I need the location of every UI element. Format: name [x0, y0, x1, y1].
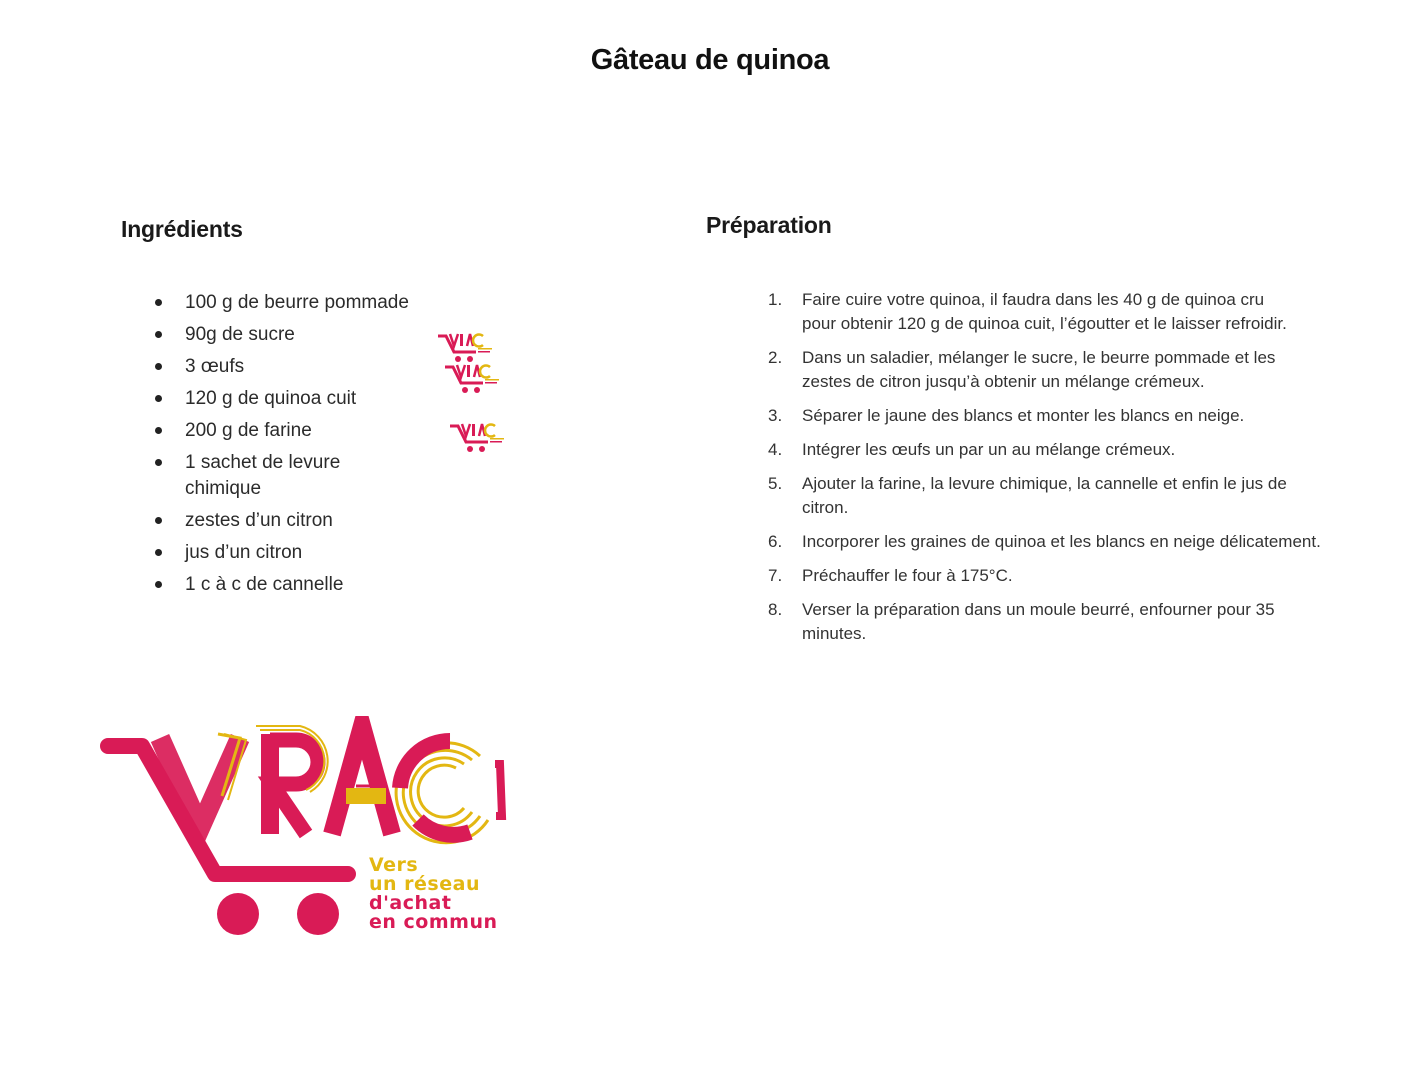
- tagline-line: d'achat: [369, 892, 452, 914]
- step-text: Ajouter la farine, la levure chimique, la cannelle et enfin le jus de citron.: [802, 474, 1287, 517]
- list-item: 3 œufs: [150, 354, 450, 380]
- tagline-line: un réseau: [369, 873, 480, 895]
- step-number: 2.: [768, 348, 783, 367]
- logo-tagline: [369, 856, 498, 932]
- list-item: 1 c à c de cannelle: [150, 572, 450, 598]
- step-number: 6.: [768, 532, 783, 551]
- step-text: Préchauffer le four à 175°C.: [802, 566, 1013, 585]
- list-item: 90g de sucre: [150, 322, 450, 348]
- step-text: Verser la préparation dans un moule beurré, enfourner pour 35 minutes.: [802, 600, 1275, 643]
- preparation-steps: [768, 288, 1328, 656]
- page-title: Gâteau de quinoa: [590, 44, 830, 76]
- list-item: 200 g de farine: [150, 418, 450, 444]
- list-item: [768, 288, 1292, 336]
- vrac-mini-logo-icon: [443, 361, 503, 395]
- step-number: 3.: [768, 406, 783, 425]
- list-item: [768, 346, 1328, 394]
- preparation-heading: Préparation: [706, 212, 832, 238]
- list-item: [768, 530, 1328, 554]
- list-item: [768, 598, 1292, 646]
- step-number: 8.: [768, 600, 783, 619]
- vrac-mini-logo-icon: [436, 330, 496, 364]
- step-number: 5.: [768, 474, 783, 493]
- list-item: zestes d’un citron: [150, 508, 450, 534]
- list-item: 100 g de beurre pommade: [150, 290, 450, 316]
- list-item: jus d’un citron: [150, 540, 450, 566]
- step-text: Dans un saladier, mélanger le sucre, le beurre pommade et les zestes de citron jusqu’à obtenir un mélange crémeux.: [802, 348, 1276, 391]
- step-number: 4.: [768, 440, 783, 459]
- vrac-mini-logo-icon: [448, 420, 508, 454]
- step-number: 1.: [768, 290, 783, 309]
- step-text: Incorporer les graines de quinoa et les blancs en neige délicatement.: [802, 532, 1321, 551]
- tagline-line: en commun: [369, 911, 498, 933]
- ingredients-list: [150, 290, 450, 604]
- step-text: Faire cuire votre quinoa, il faudra dans les 40 g de quinoa cru pour obtenir 120 g de quinoa cuit, l’égoutter et le laisser refroidir.: [802, 290, 1287, 333]
- list-item: [768, 438, 1328, 462]
- list-item: 1 sachet de levure chimique: [150, 450, 385, 502]
- tagline-line: Vers: [369, 854, 419, 876]
- step-text: Intégrer les œufs un par un au mélange crémeux.: [802, 440, 1176, 459]
- ingredients-heading: Ingrédients: [121, 216, 243, 242]
- list-item: [768, 564, 1328, 588]
- list-item: 120 g de quinoa cuit: [150, 386, 450, 412]
- step-text: Séparer le jaune des blancs et monter les blancs en neige.: [802, 406, 1245, 425]
- step-number: 7.: [768, 566, 783, 585]
- list-item: [768, 404, 1328, 428]
- list-item: [768, 472, 1328, 520]
